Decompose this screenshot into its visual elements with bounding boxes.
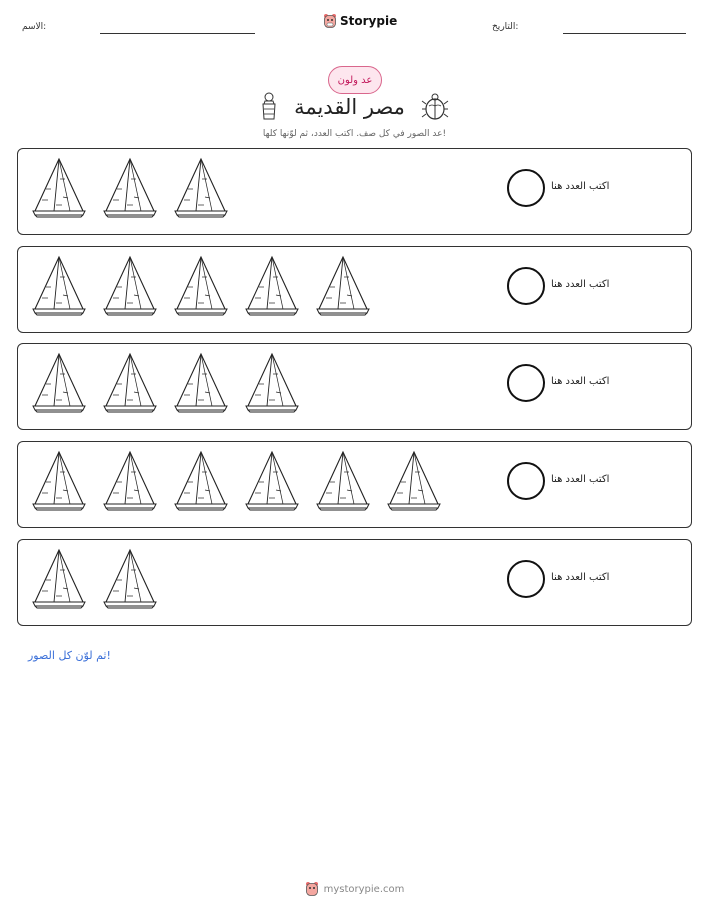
storypie-logo-icon xyxy=(323,13,337,29)
pyramid-icon xyxy=(101,548,159,614)
pyramid-icon xyxy=(30,157,88,223)
pyramid-icon xyxy=(30,450,88,516)
pyramid-icon xyxy=(30,255,88,321)
pyramid-icon xyxy=(30,548,88,614)
pyramid-icon xyxy=(101,352,159,418)
name-label: الاسم: xyxy=(22,22,47,32)
answer-prompt: اكتب العدد هنا xyxy=(551,279,610,290)
name-line[interactable] xyxy=(100,33,255,34)
brand-name: Storypie xyxy=(340,14,398,28)
answer-circle[interactable] xyxy=(507,560,545,598)
pyramid-icon xyxy=(101,450,159,516)
pyramid-icon xyxy=(101,157,159,223)
counting-row xyxy=(17,148,692,235)
pyramid-icon xyxy=(30,352,88,418)
date-line[interactable] xyxy=(563,33,686,34)
answer-circle[interactable] xyxy=(507,364,545,402)
pyramid-icon xyxy=(172,450,230,516)
answer-prompt: اكتب العدد هنا xyxy=(551,572,610,583)
activity-badge xyxy=(328,66,382,94)
canopic-jar-icon xyxy=(260,92,278,122)
footer-note: ثم لوّن كل الصور! xyxy=(28,649,111,662)
answer-circle[interactable] xyxy=(507,267,545,305)
site-url: mystorypie.com xyxy=(323,883,405,895)
storypie-logo-icon xyxy=(305,881,319,897)
page-title: مصر القديمة xyxy=(294,95,405,119)
pyramid-icon xyxy=(172,157,230,223)
answer-circle[interactable] xyxy=(507,169,545,207)
pyramid-icon xyxy=(172,255,230,321)
brand-logo xyxy=(323,13,397,29)
counting-row xyxy=(17,343,692,430)
pyramid-icon xyxy=(101,255,159,321)
answer-prompt: اكتب العدد هنا xyxy=(551,474,610,485)
scarab-icon xyxy=(421,92,449,122)
counting-row xyxy=(17,539,692,626)
counting-row xyxy=(17,246,692,333)
activity-badge-label: عد ولون xyxy=(337,74,373,86)
answer-prompt: اكتب العدد هنا xyxy=(551,376,610,387)
answer-circle[interactable] xyxy=(507,462,545,500)
date-label: التاريخ: xyxy=(492,22,519,32)
answer-prompt: اكتب العدد هنا xyxy=(551,181,610,192)
title-row xyxy=(0,92,709,122)
pyramid-icon xyxy=(172,352,230,418)
counting-row xyxy=(17,441,692,528)
pyramid-icon xyxy=(243,352,301,418)
pyramid-icon xyxy=(243,255,301,321)
instructions: عد الصور في كل صف. اكتب العدد، ثم لوّنها كلها! xyxy=(262,129,447,139)
site-footer xyxy=(0,881,709,897)
pyramid-icon xyxy=(314,255,372,321)
pyramid-icon xyxy=(314,450,372,516)
pyramid-icon xyxy=(243,450,301,516)
pyramid-icon xyxy=(385,450,443,516)
